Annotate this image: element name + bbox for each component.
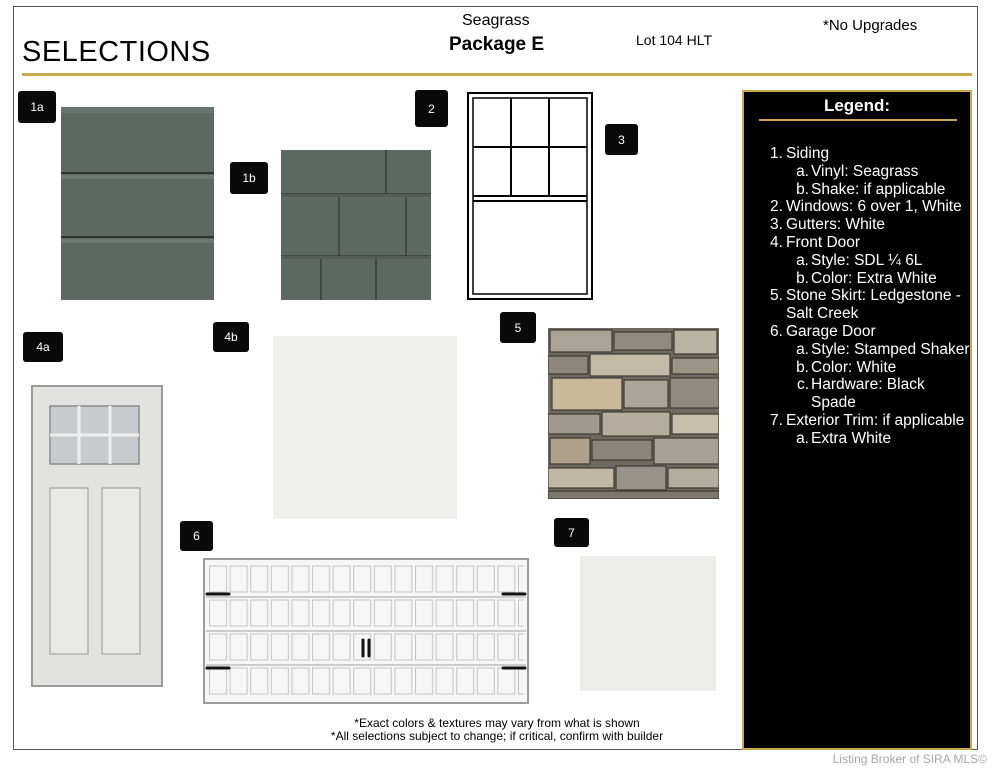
legend-subitem-text: Style: SDL ¼ 6L bbox=[811, 251, 923, 269]
badge-1b: 1b bbox=[230, 162, 268, 194]
legend-item-text: Windows: 6 over 1, White bbox=[786, 198, 962, 216]
legend-subitem bbox=[783, 252, 970, 270]
legend-subitem bbox=[783, 430, 970, 448]
legend-item-number: 5. bbox=[770, 287, 783, 305]
extra-white-trim-swatch bbox=[580, 556, 716, 691]
legend-item-number: 3. bbox=[770, 216, 783, 234]
legend-subitem-letter: b. bbox=[796, 358, 809, 376]
legend-item-text: Front Door bbox=[786, 233, 861, 251]
legend-subitem-letter: a. bbox=[796, 340, 809, 358]
shake-siding-swatch bbox=[281, 150, 431, 300]
legend-subitem bbox=[783, 359, 970, 377]
upgrades-note: *No Upgrades bbox=[823, 17, 918, 34]
badge-3: 3 bbox=[605, 124, 638, 155]
legend-item-number: 7. bbox=[770, 411, 783, 429]
legend-item-text: Exterior Trim: if applicable bbox=[786, 411, 965, 429]
listing-credit: Listing Broker of SIRA MLS© bbox=[832, 752, 987, 766]
disclaimer bbox=[312, 717, 682, 742]
legend-item bbox=[770, 145, 970, 163]
legend-title: Legend: bbox=[823, 96, 891, 115]
legend-item bbox=[770, 216, 970, 234]
legend-subitem-letter: a. bbox=[796, 429, 809, 447]
package-name: Package E bbox=[449, 34, 545, 55]
badge-4a: 4a bbox=[23, 332, 63, 362]
garage-door-swatch bbox=[203, 558, 529, 704]
legend-item-text: Siding bbox=[786, 145, 830, 162]
legend-subitem bbox=[783, 341, 970, 359]
legend-divider bbox=[759, 119, 957, 121]
lot-number: Lot 104 HLT bbox=[636, 32, 713, 48]
legend-item bbox=[770, 412, 970, 430]
window-6-over-1-diagram bbox=[467, 92, 593, 300]
legend-subitem bbox=[783, 376, 970, 412]
front-door-swatch bbox=[30, 384, 164, 688]
legend-subitem-letter: b. bbox=[796, 180, 809, 198]
legend-subitem-letter: a. bbox=[796, 162, 809, 180]
legend-item bbox=[770, 234, 970, 252]
legend-subitem-letter: c. bbox=[796, 376, 809, 394]
badge-7: 7 bbox=[554, 518, 589, 547]
badge-2: 2 bbox=[415, 90, 448, 127]
legend-subitem-letter: a. bbox=[796, 251, 809, 269]
legend-item-number: 4. bbox=[770, 233, 783, 251]
legend-subitem-letter: b. bbox=[796, 269, 809, 287]
legend-subitem-text: Color: Extra White bbox=[811, 269, 937, 287]
legend-subitem-text: Style: Stamped Shaker bbox=[811, 340, 970, 358]
badge-1a: 1a bbox=[18, 91, 56, 123]
legend-item bbox=[770, 198, 970, 216]
legend-subitem bbox=[783, 270, 970, 288]
legend-subitem-text: Color: White bbox=[811, 358, 897, 376]
color-scheme-name: Seagrass bbox=[462, 12, 530, 29]
legend-item-text: Stone Skirt: Ledgestone - Salt Creek bbox=[786, 287, 961, 323]
legend-subitem-text: Hardware: Black Spade bbox=[811, 376, 925, 412]
legend-item bbox=[770, 323, 970, 341]
legend-subitem-text: Shake: if applicable bbox=[811, 180, 946, 198]
legend-subitem-text: Extra White bbox=[811, 429, 892, 447]
disclaimer-line-1: *Exact colors & textures may vary from what is shown bbox=[354, 716, 640, 730]
page-title: SELECTIONS bbox=[22, 36, 211, 68]
legend-panel bbox=[742, 90, 972, 750]
badge-5: 5 bbox=[500, 312, 536, 343]
legend-item-text: Gutters: White bbox=[786, 216, 886, 234]
legend-item-number: 1. bbox=[770, 145, 783, 162]
extra-white-door-color-swatch bbox=[273, 336, 457, 519]
legend-subitem-text: Vinyl: Seagrass bbox=[811, 162, 919, 180]
disclaimer-line-2: *All selections subject to change; if critical, confirm with builder bbox=[330, 728, 664, 743]
ledgestone-swatch bbox=[548, 328, 719, 499]
legend-item-number: 2. bbox=[770, 198, 783, 216]
vinyl-siding-swatch bbox=[61, 107, 214, 300]
legend-list bbox=[770, 145, 970, 448]
header-divider bbox=[22, 73, 972, 76]
legend-item-text: Garage Door bbox=[786, 322, 876, 340]
badge-4b: 4b bbox=[213, 322, 249, 352]
legend-subitem bbox=[783, 181, 970, 199]
badge-6: 6 bbox=[180, 521, 213, 551]
legend-subitem bbox=[783, 163, 970, 181]
legend-item-number: 6. bbox=[770, 322, 783, 340]
legend-item bbox=[770, 287, 970, 323]
